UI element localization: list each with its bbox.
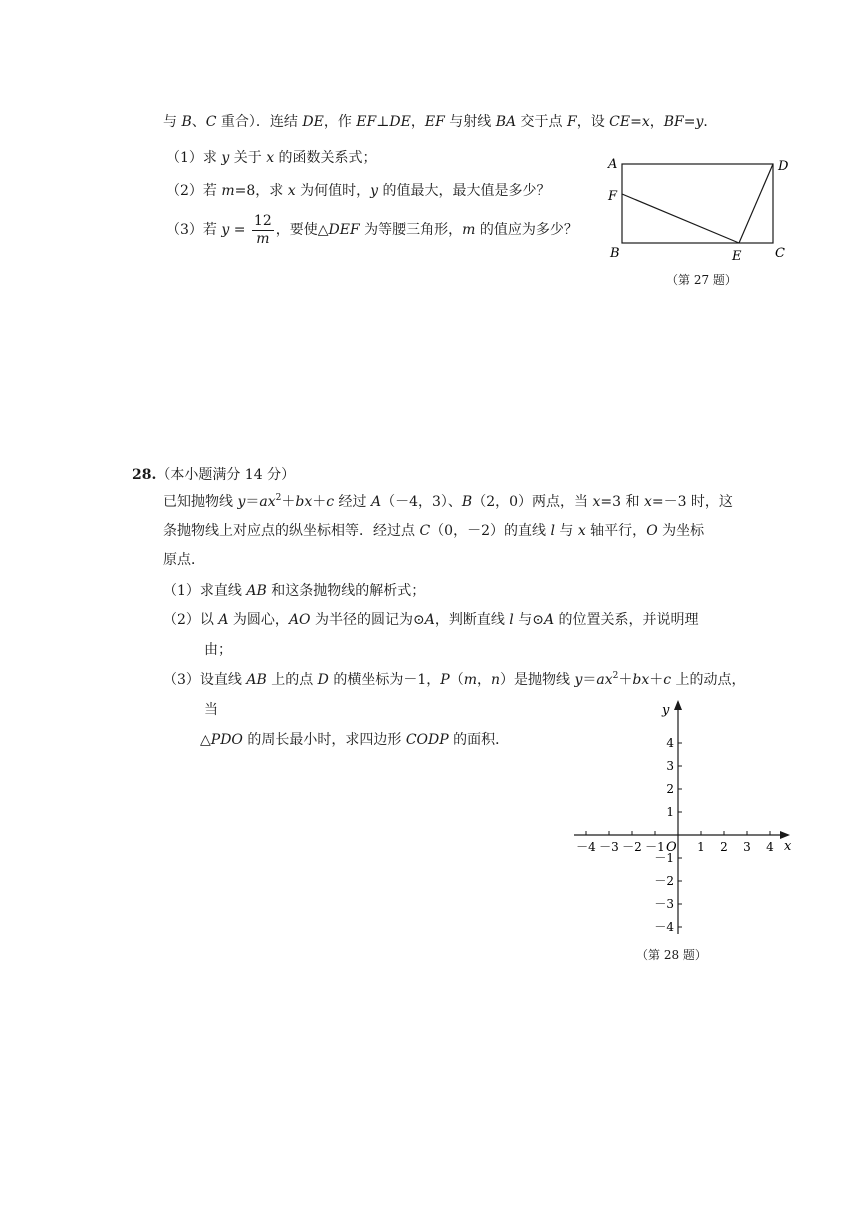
label-a: A (608, 157, 618, 172)
figure-27-rectangle-diagram (600, 150, 810, 270)
q28-number: 28. (132, 467, 157, 483)
origin-label: O (666, 840, 677, 855)
y-axis-arrow (674, 700, 682, 710)
y-tick-label: 3 (666, 759, 674, 773)
y-tick-label: －4 (654, 920, 674, 934)
q28-header: 28.（本小题满分 14 分） (132, 467, 296, 483)
segment-fe (622, 194, 739, 243)
q28-part-3-cont-2: △PDO 的周长最小时，求四边形 CODP 的面积． (200, 732, 510, 748)
figure-27-caption: （第 27 题） (666, 273, 737, 287)
q28-part-1: （1）求直线 AB 和这条抛物线的解析式； (163, 583, 426, 599)
figure-28-coordinate-axes (568, 698, 808, 948)
q28-part-2: （2）以 A 为圆心，AO 为半径的圆记为⊙A，判断直线 l 与⊙A 的位置关系，并说明理 (163, 612, 699, 628)
x-axis-label: x (784, 839, 792, 854)
label-e: E (732, 249, 742, 264)
q28-part-3: （3）设直线 AB 上的点 D 的横坐标为－1，P（m，n）是抛物线 $y=ax^2+bx+c$ 上的动点， (163, 671, 746, 688)
label-f: F (608, 189, 618, 204)
x-tick-label: －4 (576, 840, 596, 854)
x-axis-arrow (780, 831, 790, 839)
label-b: B (610, 246, 620, 261)
y-tick-label: －1 (654, 851, 674, 865)
segment-ed (739, 164, 773, 243)
q28-part-3-cont-1: 当 (204, 702, 218, 718)
figure-28-caption: （第 28 题） (636, 948, 707, 962)
q28-line-1: 已知抛物线 $y=ax^2+bx+c$ 经过 A（－4，3）、B（2，0）两点，当 x=3 和 x=－3 时，这 (163, 493, 733, 510)
y-tick-label: －2 (654, 874, 674, 888)
label-d: D (778, 159, 789, 174)
q28-part-2-cont: 由； (204, 642, 232, 658)
x-tick-label: 3 (743, 840, 751, 854)
q27-part-3: （3）若 y = $\frac{12}{m}$ ，要使△DEF 为等腰三角形，m 的值应为多少？ (166, 212, 578, 247)
x-tick-label: 2 (720, 840, 728, 854)
y-tick-label: 4 (666, 736, 674, 750)
q28-line-3: 原点． (163, 552, 205, 568)
q28-line-2: 条抛物线上对应点的纵坐标相等．经过点 C（0，－2）的直线 l 与 x 轴平行，O 为坐标 (163, 523, 705, 539)
q27-part-2: （2）若 m=8，求 x 为何值时，y 的值最大，最大值是多少？ (166, 183, 551, 199)
q27-part-1: （1）求 y 关于 x 的函数关系式； (166, 150, 377, 166)
label-c: C (775, 246, 785, 261)
y-tick-label: －3 (654, 897, 674, 911)
y-tick-label: 2 (666, 782, 674, 796)
fraction-12-over-m: $\frac{12}{m}$ (253, 212, 272, 247)
x-tick-label: 1 (697, 840, 705, 854)
x-tick-label: －3 (599, 840, 619, 854)
y-axis-label: y (662, 703, 670, 718)
y-tick-label: 1 (666, 805, 674, 819)
x-tick-label: －2 (622, 840, 642, 854)
x-tick-label: 4 (766, 840, 774, 854)
q27-intro-line: 与 B、C 重合）．连结 DE，作 EF⊥DE，EF 与射线 BA 交于点 F，设 CE=x，BF=y． (163, 114, 718, 130)
x-tick-label: －1 (645, 840, 665, 854)
